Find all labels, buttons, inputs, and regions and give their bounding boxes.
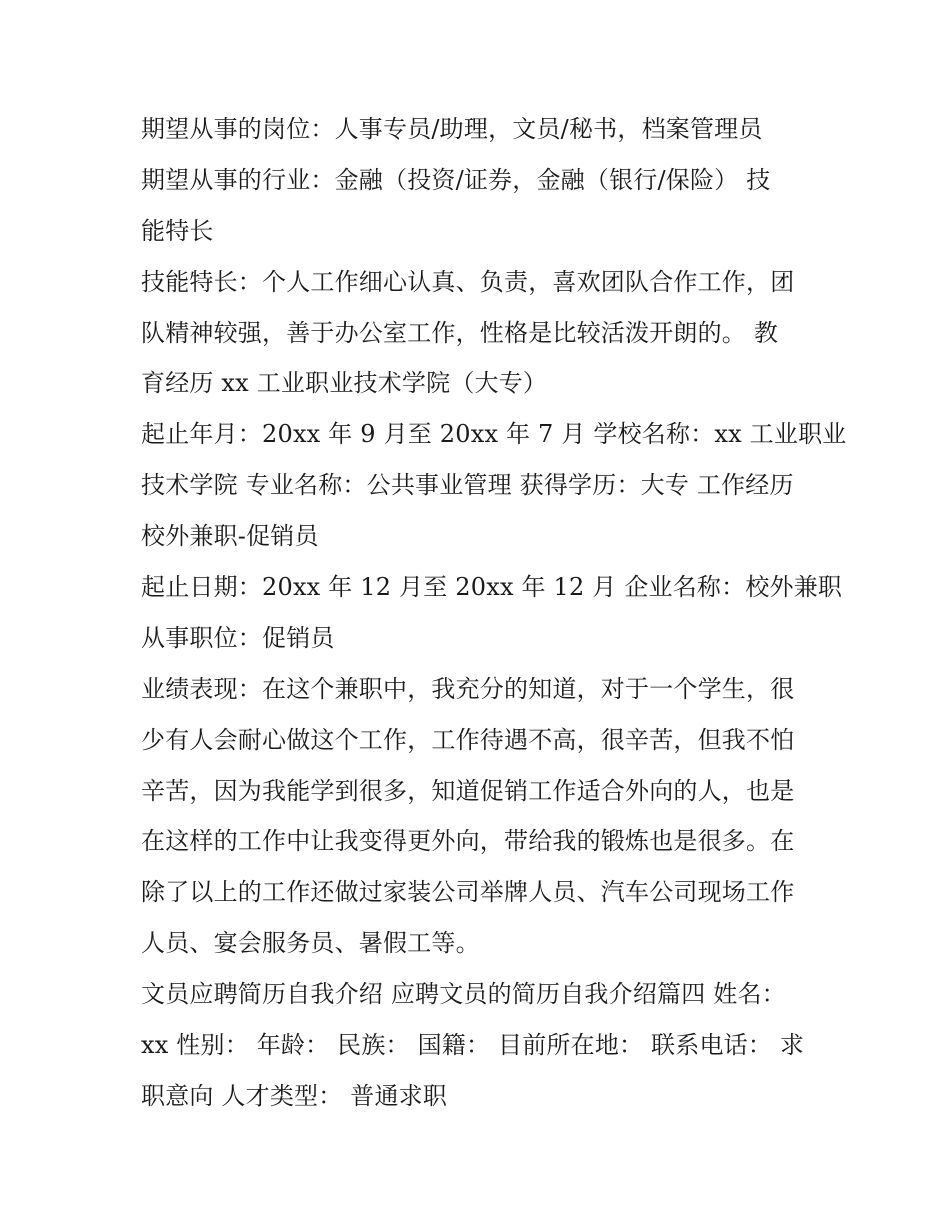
text-line: 校外兼职-促销员 (141, 522, 319, 551)
text-line: 队精神较强，善于办公室工作，性格是比较活泼开朗的。 教 (141, 318, 779, 347)
document-body (141, 104, 847, 1122)
text-line: 职意向 人才类型： 普通求职 (141, 1081, 448, 1110)
text-line: 除了以上的工作还做过家装公司举牌人员、汽车公司现场工作 (141, 878, 795, 907)
text-line: 从事职位：促销员 (141, 623, 335, 652)
text-line: 期望从事的行业：金融（投资/证券，金融（银行/保险） 技 (141, 165, 771, 194)
text-line: 在这样的工作中让我变得更外向，带给我的锻炼也是很多。在 (141, 827, 795, 856)
text-line: 起止日期：20xx 年 12 月至 20xx 年 12 月 企业名称：校外兼职 (141, 573, 843, 602)
text-line: 业绩表现：在这个兼职中，我充分的知道，对于一个学生，很 (141, 674, 795, 703)
text-line: 能特长 (141, 216, 214, 245)
text-line: 技能特长：个人工作细心认真、负责，喜欢团队合作工作，团 (141, 267, 795, 296)
text-line: 辛苦，因为我能学到很多，知道促销工作适合外向的人，也是 (141, 776, 795, 805)
text-line: 文员应聘简历自我介绍 应聘文员的简历自我介绍篇四 姓名： (141, 980, 786, 1009)
text-line: 起止年月：20xx 年 9 月至 20xx 年 7 月 学校名称：xx 工业职业 (141, 420, 847, 449)
text-line: xx 性别： 年龄： 民族： 国籍： 目前所在地： 联系电话： 求 (141, 1031, 805, 1060)
text-line: 技术学院 专业名称：公共事业管理 获得学历：大专 工作经历 (141, 471, 794, 500)
text-line: 期望从事的岗位：人事专员/助理，文员/秘书，档案管理员 (141, 115, 763, 143)
text-line: 人员、宴会服务员、暑假工等。 (141, 929, 480, 958)
text-line: 育经历 xx 工业职业技术学院（大专） (141, 369, 548, 398)
text-line: 少有人会耐心做这个工作，工作待遇不高，很辛苦，但我不怕 (141, 725, 795, 754)
